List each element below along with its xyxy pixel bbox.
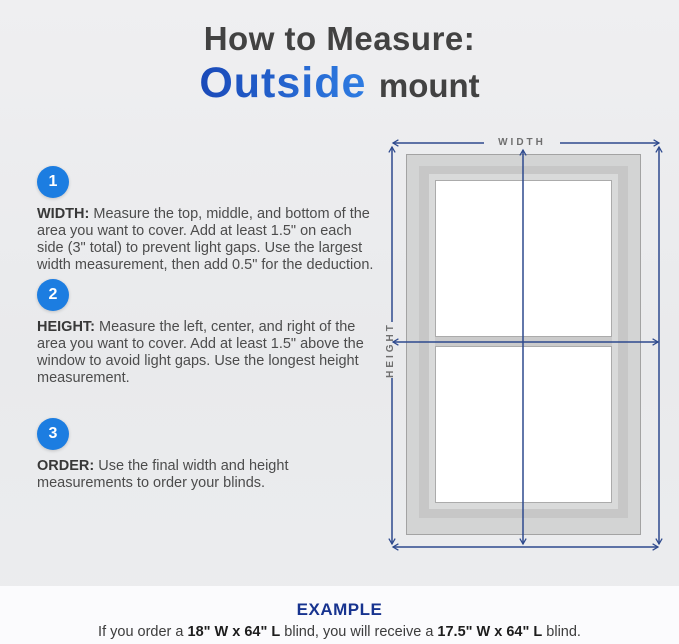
- step-3-badge: [37, 418, 69, 450]
- step-2-text: [37, 319, 375, 387]
- step-3-label: ORDER:: [37, 458, 95, 474]
- step-1-text: [37, 206, 375, 274]
- step-1-label: WIDTH:: [37, 206, 90, 222]
- window-frame: [406, 154, 641, 535]
- title-line2: [0, 59, 679, 108]
- step-2-number: 2: [48, 286, 58, 303]
- step-order: [37, 418, 375, 492]
- title-suffix: mount: [378, 66, 480, 104]
- example-middle: blind, you will receive a: [280, 624, 438, 640]
- step-1-number: 1: [48, 173, 58, 190]
- example-section: [0, 586, 679, 644]
- window-diagram: [380, 130, 672, 560]
- step-2-badge: [37, 279, 69, 311]
- window-pane-upper: [435, 180, 612, 337]
- step-3-number: 3: [48, 425, 58, 442]
- example-received-size: 17.5" W x 64" L: [437, 624, 543, 640]
- step-2-body: Measure the left, center, and right of the area you want to cover. Add at least 1.5" above the window to avoid light gaps. Use the longest height measurement.: [37, 319, 364, 386]
- step-3-body: Use the final width and height measurements to order your blinds.: [37, 458, 289, 491]
- step-height: [37, 279, 375, 387]
- example-suffix: blind.: [542, 624, 581, 640]
- step-3-text: [37, 458, 375, 492]
- window-jamb: [419, 166, 628, 518]
- window-sash: [429, 174, 618, 509]
- example-prefix: If you order a: [98, 624, 188, 640]
- step-width: [37, 166, 375, 274]
- instruction-steps: [37, 166, 375, 492]
- window-meeting-rail: [435, 337, 612, 346]
- step-2-label: HEIGHT:: [37, 319, 95, 335]
- title-highlight: Outside: [199, 58, 367, 107]
- window-pane-lower: [435, 346, 612, 503]
- example-ordered-size: 18" W x 64" L: [187, 624, 281, 640]
- width-arrow-label: WIDTH: [498, 137, 546, 148]
- page-title: [0, 20, 679, 108]
- step-1-badge: [37, 166, 69, 198]
- example-text: [0, 624, 679, 640]
- title-line1: How to Measure:: [203, 20, 476, 57]
- example-heading: EXAMPLE: [296, 600, 383, 619]
- height-arrow-label: HEIGHT: [385, 322, 396, 378]
- step-1-body: Measure the top, middle, and bottom of the area you want to cover. Add at least 1.5" on each side (3" total) to prevent light gaps. Use the largest width measurement, then add 0.5" for the deduction.: [37, 206, 374, 273]
